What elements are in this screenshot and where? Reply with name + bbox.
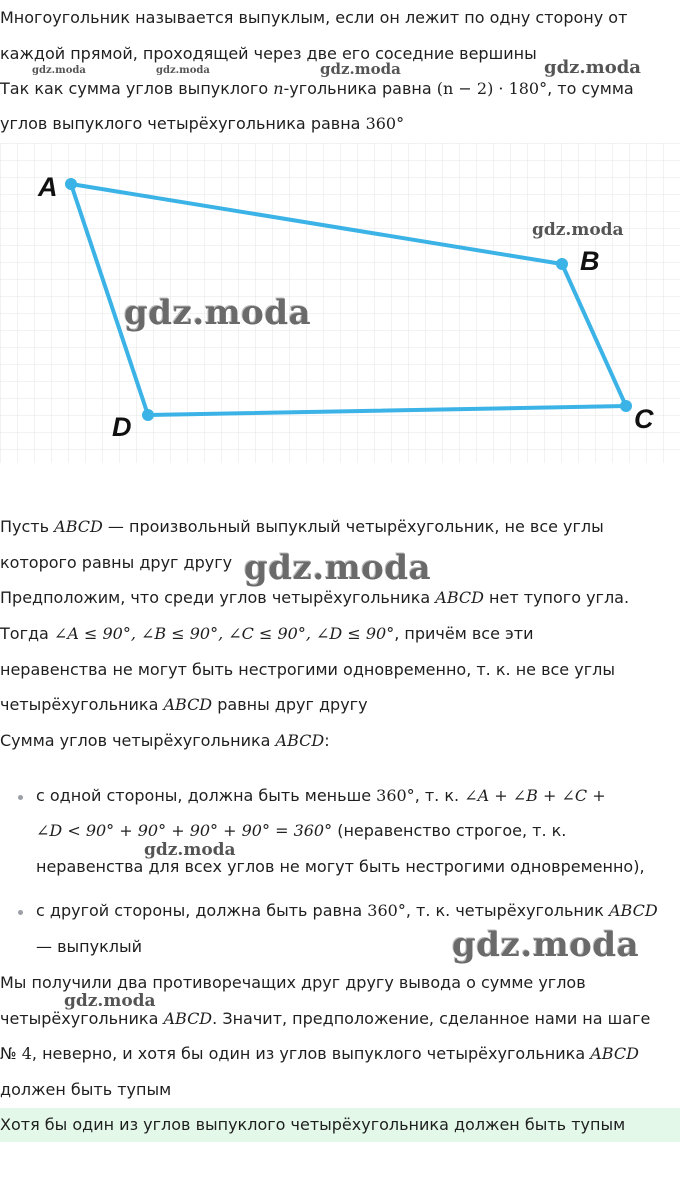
- intro-line-2: каждой прямой, проходящей через две его соседние вершины: [0, 44, 537, 63]
- bullet-dot: [18, 795, 23, 800]
- bullet-1-line-1: с одной стороны, должна быть меньше 360°, т. к. ∠A + ∠B + ∠C +: [36, 786, 606, 805]
- body-line-3: Предположим, что среди углов четырёхугольника ABCD нет тупого угла.: [0, 588, 630, 607]
- intro-line-4: углов выпуклого четырёхугольника равна 360°: [0, 114, 405, 133]
- bullet-dot: [18, 910, 23, 915]
- conclusion-line-3: № 4, неверно, и хотя бы один из углов выпуклого четырёхугольника ABCD: [0, 1044, 639, 1063]
- vertex-d-point: [142, 409, 154, 421]
- bullet-2-line-2: — выпуклый: [36, 937, 142, 956]
- answer-highlight: Хотя бы один из углов выпуклого четырёхугольника должен быть тупым: [0, 1108, 680, 1142]
- vertex-a-point: [65, 178, 77, 190]
- watermark: gdz.moda: [532, 220, 624, 240]
- bullet-2-line-1: с другой стороны, должна быть равна 360°, т. к. четырёхугольник ABCD: [36, 901, 658, 920]
- conclusion-line-4: должен быть тупым: [0, 1080, 172, 1099]
- vertex-d-label: D: [112, 412, 132, 442]
- watermark: gdz.moda: [320, 60, 401, 78]
- body-line-6: четырёхугольника ABCD равны друг другу: [0, 695, 368, 714]
- body-line-5: неравенства не могут быть нестрогими одновременно, т. к. не все углы: [0, 660, 615, 679]
- conclusion-line-2: четырёхугольника ABCD. Значит, предположение, сделанное нами на шаге: [0, 1009, 651, 1028]
- watermark: gdz.moda: [156, 65, 210, 76]
- watermark: gdz.moda: [144, 840, 236, 860]
- angle-inequalities: ∠A ≤ 90°, ∠B ≤ 90°, ∠C ≤ 90°, ∠D ≤ 90°: [53, 624, 395, 643]
- body-line-2: которого равны друг другу: [0, 553, 233, 572]
- vertex-b-label: B: [580, 246, 600, 276]
- watermark: gdz.moda: [544, 57, 641, 78]
- conclusion-line-1: Мы получили два противоречащих друг другу вывода о сумме углов: [0, 973, 586, 992]
- quadrilateral-figure: [0, 143, 680, 463]
- watermark: gdz.moda: [452, 925, 640, 965]
- body-line-7: Сумма углов четырёхугольника ABCD:: [0, 731, 330, 750]
- vertex-c-point: [620, 400, 632, 412]
- intro-line-3: Так как сумма углов выпуклого n-угольника равна (n − 2) · 180°, то сумма: [0, 79, 634, 98]
- vertex-c-label: C: [634, 404, 654, 434]
- watermark: gdz.moda: [244, 548, 432, 588]
- intro-line-1: Многоугольник называется выпуклым, если он лежит по одну сторону от: [0, 8, 628, 27]
- bullet-1-line-2: ∠D < 90° + 90° + 90° + 90° = 360° (неравенство строгое, т. к.: [36, 821, 567, 840]
- bullet-1-line-3: неравенства для всех углов не могут быть нестрогими одновременно),: [36, 857, 645, 876]
- watermark: gdz.moda: [124, 293, 312, 333]
- watermark: gdz.moda: [32, 65, 86, 76]
- vertex-b-point: [556, 258, 568, 270]
- vertex-a-label: A: [38, 172, 58, 202]
- body-line-1: Пусть ABCD — произвольный выпуклый четырёхугольник, не все углы: [0, 517, 604, 536]
- watermark: gdz.moda: [64, 991, 156, 1011]
- angle-sum-formula: (n − 2) · 180°: [436, 79, 548, 98]
- body-line-4: Тогда ∠A ≤ 90°, ∠B ≤ 90°, ∠C ≤ 90°, ∠D ≤ 90°, причём все эти: [0, 624, 534, 643]
